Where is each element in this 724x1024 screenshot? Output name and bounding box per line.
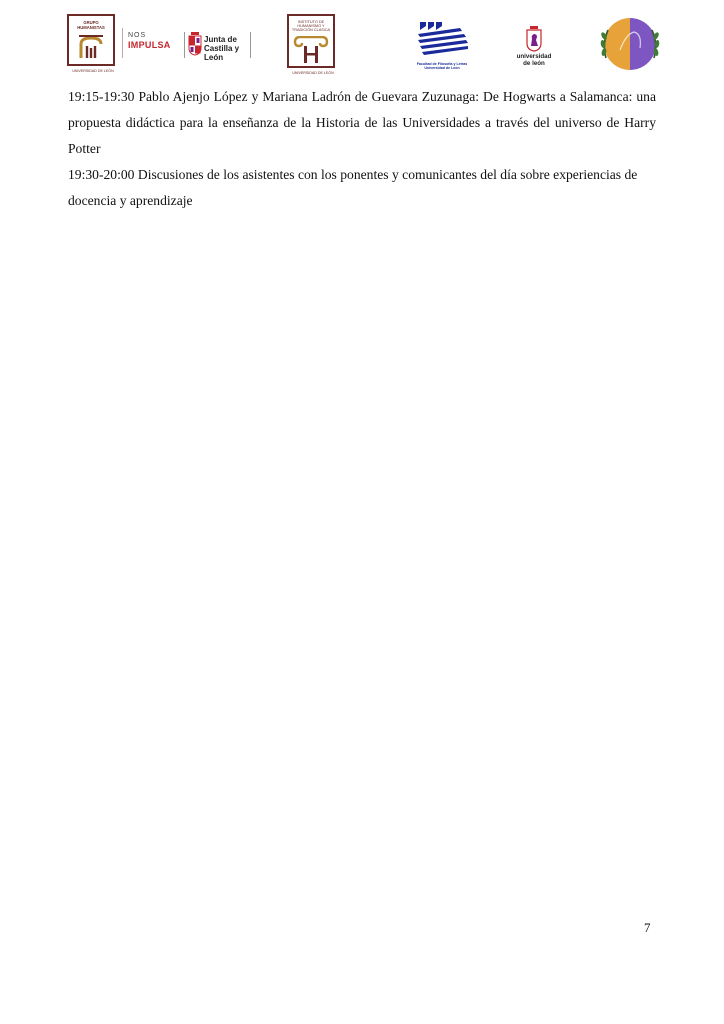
program-entry [68, 162, 656, 214]
junta-line-1: Junta de [204, 35, 237, 44]
nos-text: NOS [128, 32, 147, 39]
facultad-line-1: Facultad de Filosofía y Letras [416, 62, 468, 66]
greek-key-stripes-icon [414, 20, 470, 60]
header [0, 0, 724, 82]
entry-time: 19:30-20:00 [68, 167, 135, 182]
page-number: 7 [644, 920, 651, 935]
logo-caption: UNIVERSIDAD DE LEÓN [72, 69, 114, 73]
impulsa-text: IMPULSA [128, 40, 171, 50]
logo-text-line-1: INSTITUTO DE [297, 20, 325, 24]
entry-text: Pablo Ajenjo López y Mariana Ladrón de Guevara Zuzunaga: De Hogwarts a Salamanca: una propuesta didáctica para la enseñanza de la Historia de las Universidades a través del universo de Harry Potter [68, 89, 656, 156]
page-content [68, 84, 656, 214]
ionic-column-icon [293, 36, 329, 64]
separator [184, 32, 185, 58]
universidad-text [512, 54, 556, 67]
entry-time: 19:15-19:30 [68, 89, 135, 104]
nos-impulsa-junta-logo [120, 26, 254, 62]
instituto-humanismo-logo [287, 14, 339, 76]
program-entry [68, 84, 656, 162]
facultad-line-2: Universidad de León [424, 66, 460, 70]
castilla-leon-shield-icon [188, 32, 202, 56]
logo-caption: UNIVERSIDAD DE LEÓN [292, 71, 334, 75]
facultad-caption [410, 62, 474, 70]
lion-crest-icon [526, 26, 542, 52]
logo-text-line-2: HUMANISMO Y [297, 24, 325, 28]
junta-text [204, 35, 254, 62]
universidad-line-1: universidad [516, 53, 552, 60]
facultad-filosofia-letras-logo [410, 20, 474, 74]
universidad-line-2: de león [523, 59, 545, 67]
grupo-humanistas-logo [67, 14, 119, 73]
gh-monogram-icon [77, 34, 105, 60]
logo-text-line-1: GRUPO [83, 20, 99, 25]
separator [122, 28, 123, 58]
entry-text: Discusiones de los asistentes con los ponentes y comunicantes del día sobre experiencias de docencia y aprendizaje [68, 167, 638, 208]
junta-line-2: Castilla y León [204, 44, 240, 62]
universidad-de-leon-logo [512, 26, 556, 72]
logo-text-line-2: HUMANISTAS [77, 25, 105, 30]
separator [250, 32, 251, 58]
laurel-emblem-logo [598, 14, 662, 76]
laurel-wreath-icon [598, 14, 662, 76]
logo-text-line-3: TRADICIÓN CLÁSICA [291, 28, 331, 32]
